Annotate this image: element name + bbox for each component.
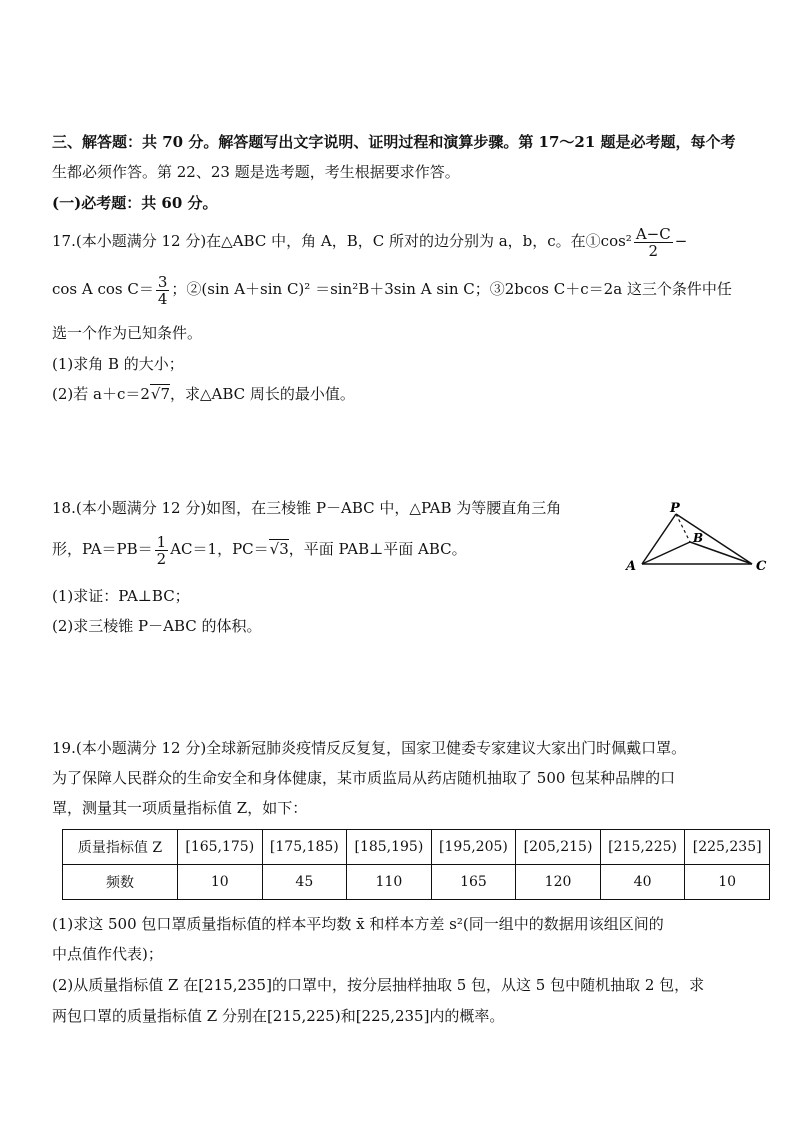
q18-sqrt-value: 3 (279, 540, 289, 558)
q19-line-3: 罩，测量其一项质量指标值 Z，如下： (52, 799, 308, 817)
table-row-intervals (63, 830, 770, 865)
table-cell-count: 110 (347, 865, 432, 900)
table-cell-interval: [225,235] (685, 830, 770, 865)
table-header-indicator: 质量指标值 Z (63, 830, 178, 865)
q17-sqrt-value: 7 (160, 385, 171, 403)
q17-part-2-b: ，求△ABC 周长的最小值。 (170, 385, 355, 403)
table-cell-interval: [175,185) (262, 830, 347, 865)
q17-frac-num: A−C (635, 224, 671, 243)
q18-part-2: (2)求三棱锥 P－ABC 的体积。 (52, 617, 262, 635)
table-cell-count: 10 (685, 865, 770, 900)
q18-stem-b: AC＝1，PC＝ (170, 540, 269, 558)
q19-part-1-line-2: 中点值作代表)； (52, 945, 163, 963)
q19-part-2-line-2: 两包口罩的质量指标值 Z 分别在[215,225)和[225,235]内的概率。 (52, 1007, 505, 1025)
table-cell-interval: [185,195) (347, 830, 432, 865)
q18-frac-den: 2 (156, 549, 167, 568)
q17-part-2-a: (2)若 a＋c＝2 (52, 385, 150, 403)
edge-bc (690, 542, 752, 564)
q17-fraction-three-quarters (156, 274, 170, 307)
table-cell-count: 10 (178, 865, 263, 900)
q17-line-2 (52, 272, 732, 307)
table-cell-count: 165 (431, 865, 516, 900)
q19-part-2-line-1: (2)从质量指标值 Z 在[215,235]的口罩中，按分层抽样抽取 5 包，从这 5 包中随机抽取 2 包，求 (52, 976, 705, 994)
q17-line-1 (52, 224, 687, 259)
q19-line-2: 为了保障人民群众的生命安全和身体健康，某市质监局从药店随机抽取了 500 包某种品牌的口 (52, 769, 676, 787)
q18-fraction-half (155, 534, 169, 567)
q18-frac-num: 1 (156, 532, 167, 551)
q17-line-3: 选一个作为已知条件。 (52, 324, 203, 342)
table-cell-interval: [195,205) (431, 830, 516, 865)
q17-stem-tail: − (674, 232, 688, 250)
table-cell-interval: [205,215) (516, 830, 601, 865)
q18-stem-c: ，平面 PAB⊥平面 ABC。 (288, 540, 467, 558)
q18-line-1: 18.(本小题满分 12 分)如图，在三棱锥 P－ABC 中，△PAB 为等腰直角三角 (52, 499, 562, 517)
q17-fraction-a-minus-c (634, 226, 673, 259)
q17-frac2-num: 3 (157, 272, 168, 291)
frequency-table (62, 829, 770, 900)
q18-line-2 (52, 532, 467, 567)
q17-cond-2-3: ；②(sin A＋sin C)² ＝sin²B＋3sin A sin C；③2bcos C＋c＝2a 这三个条件中任 (171, 280, 732, 298)
q17-frac-den: 2 (648, 241, 659, 260)
q17-part-2 (52, 384, 355, 404)
edge-pc (676, 514, 752, 564)
q17-sqrt-7: √7 (150, 385, 171, 403)
q17-part-1: (1)求角 B 的大小； (52, 355, 184, 373)
required-part-label: (一)必考题：共 60 分。 (52, 194, 218, 212)
table-header-frequency: 频数 (63, 865, 178, 900)
vertex-p-label: P (670, 501, 680, 516)
table-cell-count: 45 (262, 865, 347, 900)
table-cell-interval: [165,175) (178, 830, 263, 865)
table-row-counts (63, 865, 770, 900)
q19-part-1-line-1: (1)求这 500 包口罩质量指标值的样本平均数 x̄ 和样本方差 s²(同一组中的数据用该组区间的 (52, 915, 664, 933)
table-cell-interval: [215,225) (600, 830, 685, 865)
q18-part-1: (1)求证：PA⊥BC； (52, 587, 190, 605)
table-cell-count: 120 (516, 865, 601, 900)
q18-stem-a: 形，PA＝PB＝ (52, 540, 153, 558)
section-header-line-2: 生都必须作答。第 22、23 题是选考题，考生根据要求作答。 (52, 163, 460, 181)
q17-cond-1: cos A cos C＝ (52, 280, 154, 298)
q17-stem-a: 17.(本小题满分 12 分)在△ABC 中，角 A，B，C 所对的边分别为 a，b，c。在①cos² (52, 232, 632, 250)
tetrahedron-figure (620, 500, 770, 580)
table-cell-count: 40 (600, 865, 685, 900)
vertex-c-label: C (756, 559, 767, 574)
q18-sqrt-3: √3 (269, 540, 289, 558)
vertex-a-label: A (626, 559, 637, 574)
q17-frac2-den: 4 (157, 289, 168, 308)
section-header-line-1: 三、解答题：共 70 分。解答题写出文字说明、证明过程和演算步骤。第 17～21 题是必考题，每个考 (52, 133, 736, 151)
q19-line-1: 19.(本小题满分 12 分)全球新冠肺炎疫情反反复复，国家卫健委专家建议大家出门时佩戴口罩。 (52, 739, 687, 757)
vertex-b-label: B (693, 531, 704, 545)
